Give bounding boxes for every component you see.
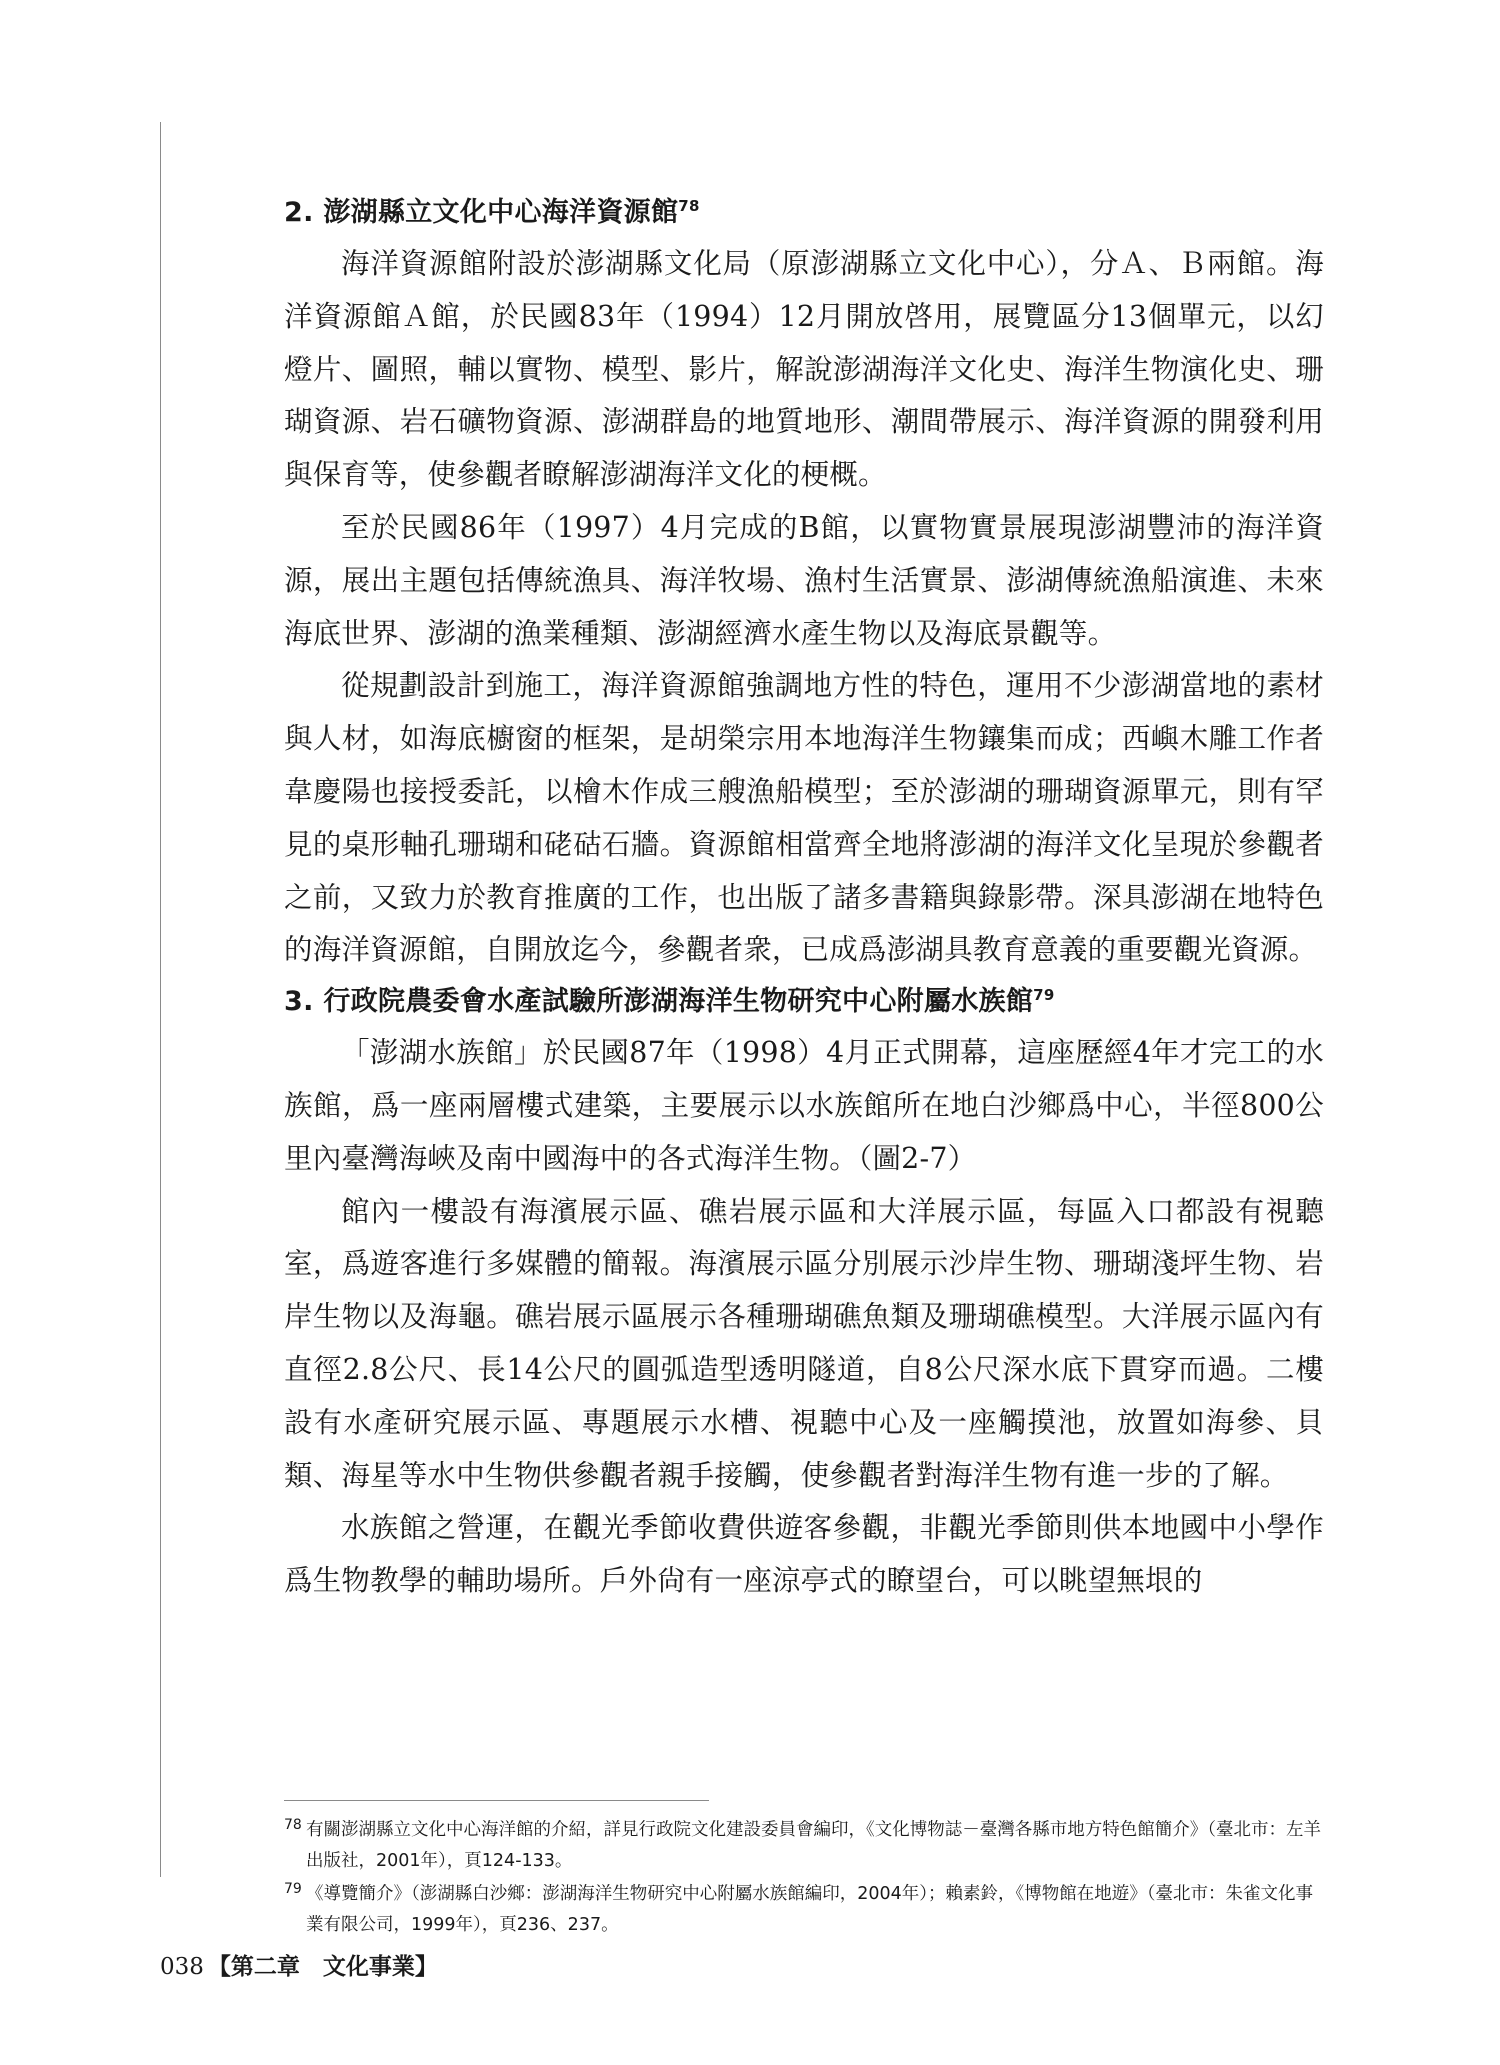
- paragraph: 從規劃設計到施工，海洋資源館強調地方性的特色，運用不少澎湖當地的素材與人材，如海底櫥窗的框架，是胡榮宗用本地海洋生物鑲集而成；西嶼木雕工作者韋慶陽也接授委託，以檜木作成三艘漁船模型；至於澎湖的珊瑚資源單元，則有罕見的桌形軸孔珊瑚和硓𥑮石牆。資源館相當齊全地將澎湖的海洋文化呈現於參觀者之前，又致力於教育推廣的工作，也出版了諸多書籍與錄影帶。深具澎湖在地特色的海洋資源館，自開放迄今，參觀者衆，已成爲澎湖具教育意義的重要觀光資源。: [284, 669, 1324, 967]
- footnote-number: 79: [284, 1881, 302, 1897]
- footnote-text: 有關澎湖縣立文化中心海洋館的介紹，詳見行政院文化建設委員會編印，《文化博物誌－臺灣各縣市地方特色館簡介》（臺北市：左羊出版社，2001年），頁124-133。: [306, 1820, 1321, 1871]
- heading-text: 3. 行政院農委會水產試驗所澎湖海洋生物研究中心附屬水族館: [284, 986, 1034, 1018]
- footnote-79: [284, 1879, 1324, 1941]
- page-number: 038: [160, 1954, 204, 1980]
- section-heading-museum: [284, 188, 1324, 238]
- chapter-label: 【第二章 文化事業】: [207, 1953, 438, 1980]
- footnotes: [284, 1800, 1324, 1943]
- page-footer: [160, 1948, 438, 1981]
- paragraph: 至於民國86年（1997）4月完成的B館，以實物實景展現澎湖豐沛的海洋資源，展出主題包括傳統漁具、海洋牧場、漁村生活實景、澎湖傳統漁船演進、未來海底世界、澎湖的漁業種類、澎湖經濟水產生物以及海底景觀等。: [284, 510, 1324, 650]
- footnote-divider: [284, 1800, 709, 1801]
- heading-text: 2. 澎湖縣立文化中心海洋資源館: [284, 197, 679, 228]
- margin-rule: [160, 122, 161, 1877]
- footnote-text: 《導覽簡介》（澎湖縣白沙鄉：澎湖海洋生物研究中心附屬水族館編印，2004年）；賴素鈴，《博物館在地遊》（臺北市：朱雀文化事業有限公司，1999年），頁236、237。: [306, 1884, 1314, 1935]
- paragraph: 「澎湖水族館」於民國87年（1998）4月正式開幕，這座歷經4年才完工的水族館，爲一座兩層樓式建築，主要展示以水族館所在地白沙鄉爲中心，半徑800公里內臺灣海峽及南中國海中的各式海洋生物。（圖2-7）: [284, 1036, 1324, 1175]
- footnote-78: [284, 1815, 1324, 1877]
- footnote-number: 78: [284, 1817, 302, 1833]
- footnote-ref-79[interactable]: 79: [1033, 986, 1055, 1005]
- paragraph: 館內一樓設有海濱展示區、礁岩展示區和大洋展示區，每區入口都設有視聽室，爲遊客進行多媒體的簡報。海濱展示區分別展示沙岸生物、珊瑚淺坪生物、岩岸生物以及海龜。礁岩展示區展示各種珊瑚礁魚類及珊瑚礁模型。大洋展示區內有直徑2.8公尺、長14公尺的圓弧造型透明隧道，自8公尺深水底下貫穿而過。二樓設有水產研究展示區、專題展示水槽、視聽中心及一座觸摸池，放置如海參、貝類、海星等水中生物供參觀者親手接觸，使參觀者對海洋生物有進一步的了解。: [284, 1194, 1324, 1492]
- paragraph: 水族館之營運，在觀光季節收費供遊客參觀，非觀光季節則供本地國中小學作爲生物教學的輔助場所。戶外尙有一座涼亭式的瞭望台，可以眺望無垠的: [284, 1511, 1324, 1598]
- page-body: [284, 188, 1324, 1608]
- section-heading-aquarium: [284, 977, 1324, 1027]
- footnote-ref-78[interactable]: 78: [678, 197, 700, 215]
- paragraph: 海洋資源館附設於澎湖縣文化局（原澎湖縣立文化中心），分Ａ、Ｂ兩館。海洋資源館Ａ館，於民國83年（1994）12月開放啓用，展覽區分13個單元，以幻燈片、圖照，輔以實物、模型、影片，解說澎湖海洋文化史、海洋生物演化史、珊瑚資源、岩石礦物資源、澎湖群島的地質地形、潮間帶展示、海洋資源的開發利用與保育等，使參觀者瞭解澎湖海洋文化的梗概。: [284, 247, 1324, 492]
